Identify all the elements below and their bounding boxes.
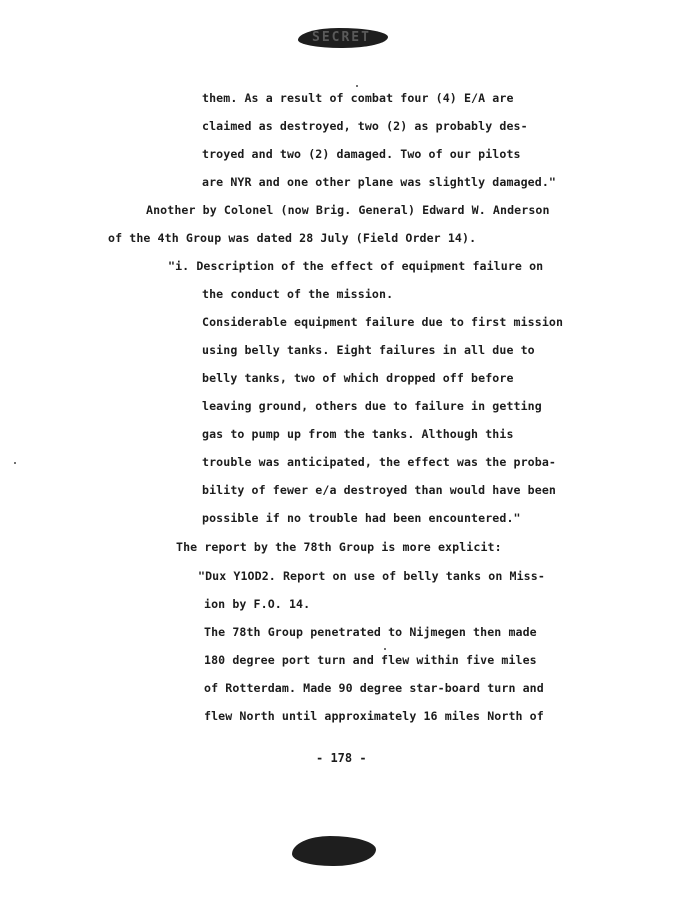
body-line-22: of Rotterdam. Made 90 degree star-board turn and: [204, 681, 544, 695]
body-line-1: them. As a result of combat four (4) E/A are: [202, 91, 514, 105]
body-line-23: flew North until approximately 16 miles North of: [204, 709, 544, 723]
body-line-11: belly tanks, two of which dropped off before: [202, 371, 514, 385]
body-line-14: trouble was anticipated, the effect was the proba-: [202, 455, 557, 469]
page-number: - 178 -: [316, 751, 367, 765]
body-line-17: The report by the 78th Group is more explicit:: [176, 540, 502, 554]
body-line-12: leaving ground, others due to failure in getting: [202, 399, 542, 413]
body-line-7: "i. Description of the effect of equipment failure on: [168, 259, 544, 273]
body-line-3: troyed and two (2) damaged. Two of our pilots: [202, 147, 521, 161]
body-line-8: the conduct of the mission.: [202, 287, 394, 301]
redaction-stamp-bottom: [292, 836, 376, 866]
body-line-20: The 78th Group penetrated to Nijmegen then made: [204, 625, 537, 639]
body-line-9: Considerable equipment failure due to first mission: [202, 315, 564, 329]
body-line-21: 180 degree port turn and flew within five miles: [204, 653, 537, 667]
scan-speck: [14, 462, 16, 464]
body-line-2: claimed as destroyed, two (2) as probably des-: [202, 119, 528, 133]
scan-speck: [384, 648, 386, 650]
body-line-5: Another by Colonel (now Brig. General) Edward W. Anderson: [146, 203, 550, 217]
body-line-15: bility of fewer e/a destroyed than would have been: [202, 483, 557, 497]
body-line-18: "Dux Y1OD2. Report on use of belly tanks on Miss-: [198, 569, 545, 583]
classification-stamp-text: SECRET: [312, 30, 371, 45]
body-line-13: gas to pump up from the tanks. Although this: [202, 427, 514, 441]
body-line-4: are NYR and one other plane was slightly damaged.": [202, 175, 557, 189]
body-line-16: possible if no trouble had been encountered.": [202, 511, 521, 525]
scan-speck: [356, 85, 358, 87]
body-line-19: ion by F.O. 14.: [204, 597, 311, 611]
body-line-6: of the 4th Group was dated 28 July (Field Order 14).: [108, 231, 477, 245]
body-line-10: using belly tanks. Eight failures in all due to: [202, 343, 535, 357]
